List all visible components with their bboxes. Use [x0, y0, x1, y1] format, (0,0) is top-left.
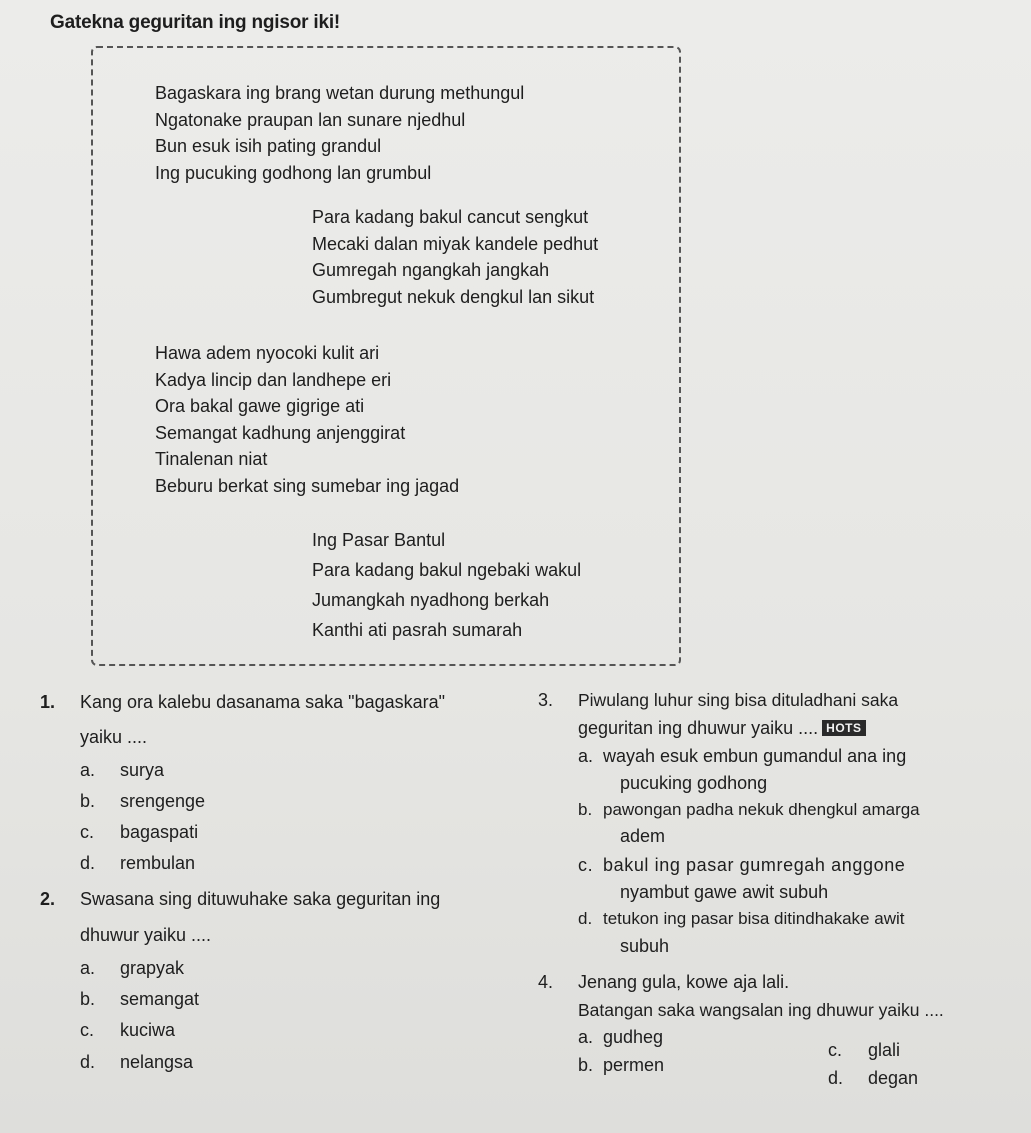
question-4-text: Jenang gula, kowe aja lali.	[578, 972, 790, 992]
q3-option-a-cont: pucuking godhong	[620, 773, 768, 793]
poem-line: Gumbregut nekuk dengkul lan sikut	[312, 286, 595, 307]
question-4-text-cont: Batangan saka wangsalan ing dhuwur yaiku ....	[578, 1000, 944, 1020]
poem-stanza-2	[312, 204, 598, 310]
poem-line: Kadya lincip dan landhepe eri	[155, 369, 392, 390]
question-3-number: 3.	[538, 690, 554, 710]
poem-line: Tinalenan niat	[155, 449, 268, 469]
question-1-text-cont: yaiku ....	[80, 727, 148, 747]
poem-line: Bagaskara ing brang wetan durung methungul	[155, 83, 525, 103]
poem-line: Kanthi ati pasrah sumarah	[312, 620, 523, 640]
poem-line: Para kadang bakul ngebaki wakul	[312, 560, 582, 580]
q2-option-b[interactable]: b. semangat	[80, 989, 200, 1009]
poem-line: Ing pucuking godhong lan grumbul	[155, 162, 432, 183]
poem-line: Para kadang bakul cancut sengkut	[312, 207, 589, 227]
question-2-number: 2.	[40, 889, 56, 909]
poem-stanza-4	[312, 525, 581, 645]
q3-option-a[interactable]: a. wayah esuk embun gumandul ana ing	[578, 746, 907, 766]
q3-option-c[interactable]: c. bakul ing pasar gumregah anggone	[578, 855, 906, 875]
q3-option-b-cont: adem	[620, 826, 666, 846]
q1-option-d[interactable]: d. rembulan	[80, 853, 196, 873]
q3-option-d[interactable]: d. tetukon ing pasar bisa ditindhakake awit	[578, 909, 905, 928]
question-1-number: 1.	[40, 692, 56, 712]
poem-stanza-1	[155, 80, 524, 186]
question-2-text-cont: dhuwur yaiku ....	[80, 925, 212, 945]
q4-option-c[interactable]: c. glali	[828, 1040, 901, 1060]
poem-line: Hawa adem nyocoki kulit ari	[155, 343, 380, 363]
hots-badge: HOTS	[822, 720, 865, 736]
q3-option-b[interactable]: b. pawongan padha nekuk dhengkul amarga	[578, 800, 920, 819]
poem-line: Beburu berkat sing sumebar ing jagad	[155, 475, 460, 496]
instruction-heading: Gatekna geguritan ing ngisor iki!	[50, 12, 341, 33]
q2-option-a[interactable]: a. grapyak	[80, 958, 185, 978]
q1-option-c[interactable]: c. bagaspati	[80, 822, 199, 842]
question-3-text: Piwulang luhur sing bisa dituladhani saka	[578, 690, 899, 710]
poem-line: Bun esuk isih pating grandul	[155, 136, 382, 156]
poem-line: Gumregah ngangkah jangkah	[312, 260, 550, 280]
q2-option-d[interactable]: d. nelangsa	[80, 1052, 194, 1072]
q3-option-d-cont: subuh	[620, 936, 670, 956]
poem-line: Mecaki dalan miyak kandele pedhut	[312, 233, 599, 254]
q4-option-a[interactable]: a. gudheg	[578, 1027, 664, 1047]
question-2-text: Swasana sing dituwuhake saka geguritan ing	[80, 889, 441, 909]
q1-option-b[interactable]: b. srengenge	[80, 791, 206, 811]
q3-option-c-cont: nyambut gawe awit subuh	[620, 882, 829, 902]
q1-option-a[interactable]: a. surya	[80, 760, 165, 780]
poem-stanza-3	[155, 340, 459, 499]
question-1-text: Kang ora kalebu dasanama saka "bagaskara"	[80, 692, 446, 712]
poem-line: Ngatonake praupan lan sunare njedhul	[155, 109, 466, 130]
q4-option-b[interactable]: b. permen	[578, 1055, 665, 1075]
poem-line: Jumangkah nyadhong berkah	[312, 590, 550, 610]
poem-line: Semangat kadhung anjenggirat	[155, 422, 406, 443]
q2-option-c[interactable]: c. kuciwa	[80, 1020, 176, 1040]
question-3-text-cont: geguritan ing dhuwur yaiku .... HOTS	[578, 718, 866, 739]
poem-line: Ing Pasar Bantul	[312, 530, 446, 550]
question-4-number: 4.	[538, 972, 554, 992]
q4-option-d[interactable]: d. degan	[828, 1068, 919, 1088]
poem-line: Ora bakal gawe gigrige ati	[155, 396, 365, 416]
